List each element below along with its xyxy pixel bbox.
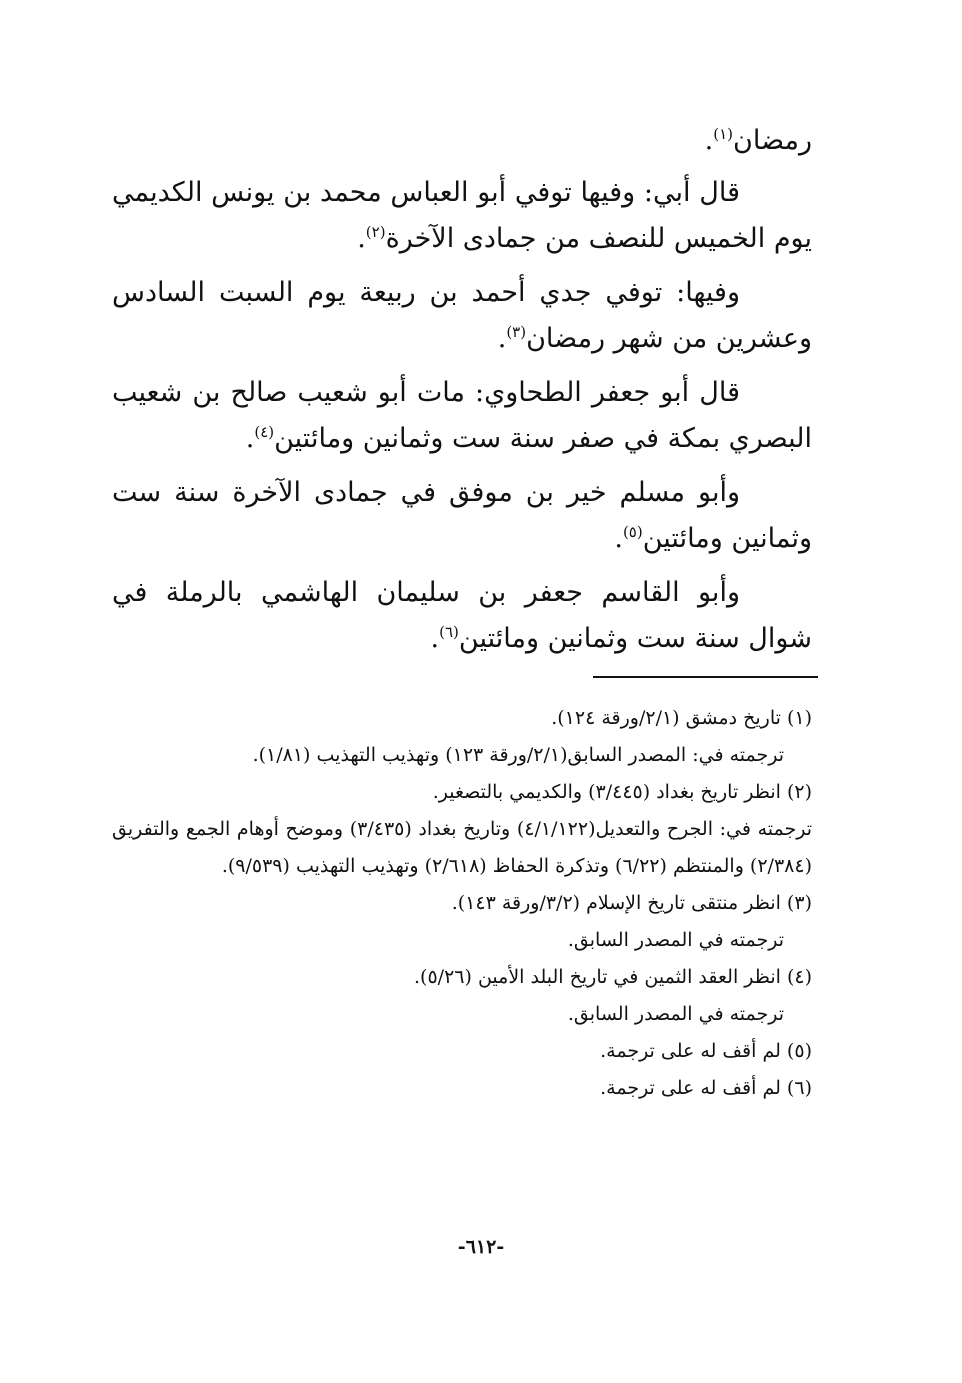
footnote-ref-2[interactable]: (٢) [365, 223, 386, 241]
page-number: -٦١٢- [457, 1236, 505, 1258]
paragraph-text: رمضان [733, 125, 812, 156]
paragraph-text: وأبو مسلم خير بن موفق في جمادى الآخرة سنة ست وثمانين ومائتين [112, 477, 812, 554]
paragraph-5 [112, 570, 812, 662]
footnote-5: (٥) لم أقف له على ترجمة. [600, 1040, 812, 1062]
footnote-ref-6[interactable]: (٦) [439, 623, 459, 641]
footnote-3-sources: ترجمته في المصدر السابق. [567, 929, 784, 951]
footnote-4: (٤) انظر العقد الثمين في تاريخ البلد الأمين (٥/٢٦). [414, 966, 812, 988]
footnote-ref-3[interactable]: (٣) [506, 323, 527, 341]
paragraph-text: قال أبي: وفيها توفي أبو العباس محمد بن يونس الكديمي يوم الخميس للنصف من جمادى الآخرة [112, 177, 812, 254]
paragraph-end: . [497, 323, 507, 354]
footnote-6: (٦) لم أقف له على ترجمة. [600, 1077, 812, 1099]
paragraph-text: قال أبو جعفر الطحاوي: مات أبو شعيب صالح بن شعيب البصري بمكة في صفر سنة ست وثمانين ومائتين [112, 377, 812, 454]
footnote-2: (٢) انظر تاريخ بغداد (٣/٤٤٥) والكديمي بالتصغير. [432, 781, 812, 803]
footnote-1-sources: ترجمته في: المصدر السابق(٢/١/ورقة ١٢٣) وتهذيب التهذيب (١/٨١). [252, 744, 784, 766]
paragraph-1 [112, 170, 812, 262]
paragraph-text: وأبو القاسم جعفر بن سليمان الهاشمي بالرملة في شوال سنة ست وثمانين ومائتين [112, 577, 812, 654]
footnote-4-sources: ترجمته في المصدر السابق. [567, 1003, 784, 1025]
paragraph-2 [112, 270, 812, 362]
footnote-2-sources: ترجمته في: الجرح والتعديل(٤/١/١٢٢) وتاريخ بغداد (٣/٤٣٥) وموضح أوهام الجمع والتفريق (٢/٣٨٤) والمنتظم (٦/٢٢) وتذكرة الحفاظ (٢/٦١٨) وتهذيب التهذيب (٩/٥٣٩). [112, 818, 812, 877]
paragraph-end: . [614, 523, 623, 554]
paragraph-0 [112, 118, 812, 164]
paragraph-end: . [357, 223, 366, 254]
paragraph-end: . [430, 623, 440, 654]
paragraph-4 [112, 470, 812, 562]
main-text [112, 118, 812, 670]
footnote-1: (١) تاريخ دمشق (٢/١/ورقة ١٢٤). [551, 707, 812, 729]
footnote-ref-1[interactable]: (١) [713, 125, 734, 143]
footnote-3: (٣) انظر منتقى تاريخ الإسلام (٣/٢/ورقة ١٤٣). [451, 892, 812, 914]
paragraph-end: . [245, 423, 255, 454]
paragraph-end: . [704, 125, 714, 156]
paragraph-3 [112, 370, 812, 462]
paragraph-text: وفيها: توفي جدي أحمد بن ربيعة يوم السبت السادس وعشرين من شهر رمضان [112, 277, 812, 354]
footnote-ref-5[interactable]: (٥) [622, 523, 643, 541]
footnote-ref-4[interactable]: (٤) [254, 423, 275, 441]
footnotes [112, 700, 812, 1107]
footnote-separator [593, 676, 818, 678]
